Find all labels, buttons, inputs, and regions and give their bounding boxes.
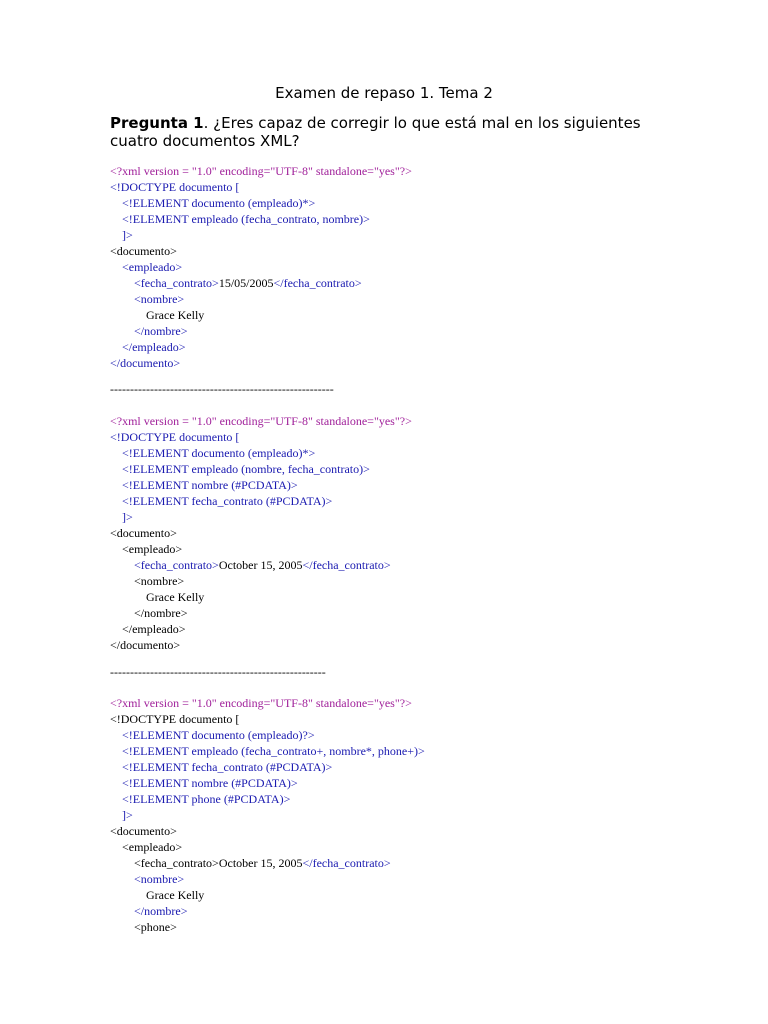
page-title: Examen de repaso 1. Tema 2 [275,84,493,102]
code-fragment: 15/05/2005 [218,276,274,290]
question-body: . ¿Eres capaz de corregir lo que está mal en los siguientes cuatro documentos XML? [110,114,641,150]
code-line: <documento> [110,824,177,838]
code-line: ]> [110,228,133,242]
question-text [110,114,670,150]
code-line: <!ELEMENT nombre (#PCDATA)> [110,776,298,790]
code-line: <!DOCTYPE documento [ [110,180,240,194]
code-line: <empleado> [110,542,183,556]
code-line: <!ELEMENT documento (empleado)?> [110,728,315,742]
code-fragment: </fecha_contrato> [302,856,391,870]
separator-2: ------------------------------------------------------ [110,665,326,679]
code-fragment: October 15, 2005 [218,856,303,870]
code-line: <nombre> [110,872,185,886]
code-line: <!DOCTYPE documento [ [110,712,240,726]
code-line: Grace Kelly [110,590,205,604]
code-line: Grace Kelly [110,308,205,322]
question-label: Pregunta 1 [110,114,204,132]
code-line: <documento> [110,244,177,258]
code-line: </nombre> [110,324,188,338]
code-line: </nombre> [110,904,188,918]
xml-document-2 [110,413,730,653]
code-line: <nombre> [110,574,185,588]
code-line: <nombre> [110,292,185,306]
code-line [110,855,730,871]
code-fragment: <fecha_contrato> [110,856,219,870]
code-line: </empleado> [110,622,186,636]
code-line: </nombre> [110,606,188,620]
code-fragment: </fecha_contrato> [302,558,391,572]
code-line: <!ELEMENT empleado (fecha_contrato, nombre)> [110,212,370,226]
code-line: <!ELEMENT documento (empleado)*> [110,196,316,210]
code-line: <documento> [110,526,177,540]
separator-1: -------------------------------------------------------- [110,382,334,396]
code-line: <empleado> [110,260,183,274]
code-fragment: October 15, 2005 [218,558,303,572]
code-fragment: </fecha_contrato> [273,276,362,290]
code-line: <!ELEMENT documento (empleado)*> [110,446,316,460]
code-line: </documento> [110,356,181,370]
code-line: <!DOCTYPE documento [ [110,430,240,444]
code-line: ]> [110,510,133,524]
code-line: </documento> [110,638,181,652]
code-line: <!ELEMENT empleado (fecha_contrato+, nombre*, phone+)> [110,744,425,758]
code-fragment: <fecha_contrato> [110,558,219,572]
code-line: <!ELEMENT phone (#PCDATA)> [110,792,291,806]
code-line: <empleado> [110,840,183,854]
code-fragment: <fecha_contrato> [110,276,219,290]
code-line: <!ELEMENT nombre (#PCDATA)> [110,478,298,492]
code-line [110,557,730,573]
code-line: <phone> [110,920,177,934]
xml-document-1 [110,163,730,371]
code-line: <?xml version = "1.0" encoding="UTF-8" standalone="yes"?> [110,414,412,428]
code-line: <!ELEMENT fecha_contrato (#PCDATA)> [110,760,333,774]
xml-document-3 [110,695,730,935]
code-line: <!ELEMENT empleado (nombre, fecha_contrato)> [110,462,370,476]
code-line: <?xml version = "1.0" encoding="UTF-8" standalone="yes"?> [110,696,412,710]
code-line: Grace Kelly [110,888,205,902]
code-line: <!ELEMENT fecha_contrato (#PCDATA)> [110,494,333,508]
code-line: </empleado> [110,340,186,354]
code-line: <?xml version = "1.0" encoding="UTF-8" standalone="yes"?> [110,164,412,178]
code-line: ]> [110,808,133,822]
code-line [110,275,730,291]
